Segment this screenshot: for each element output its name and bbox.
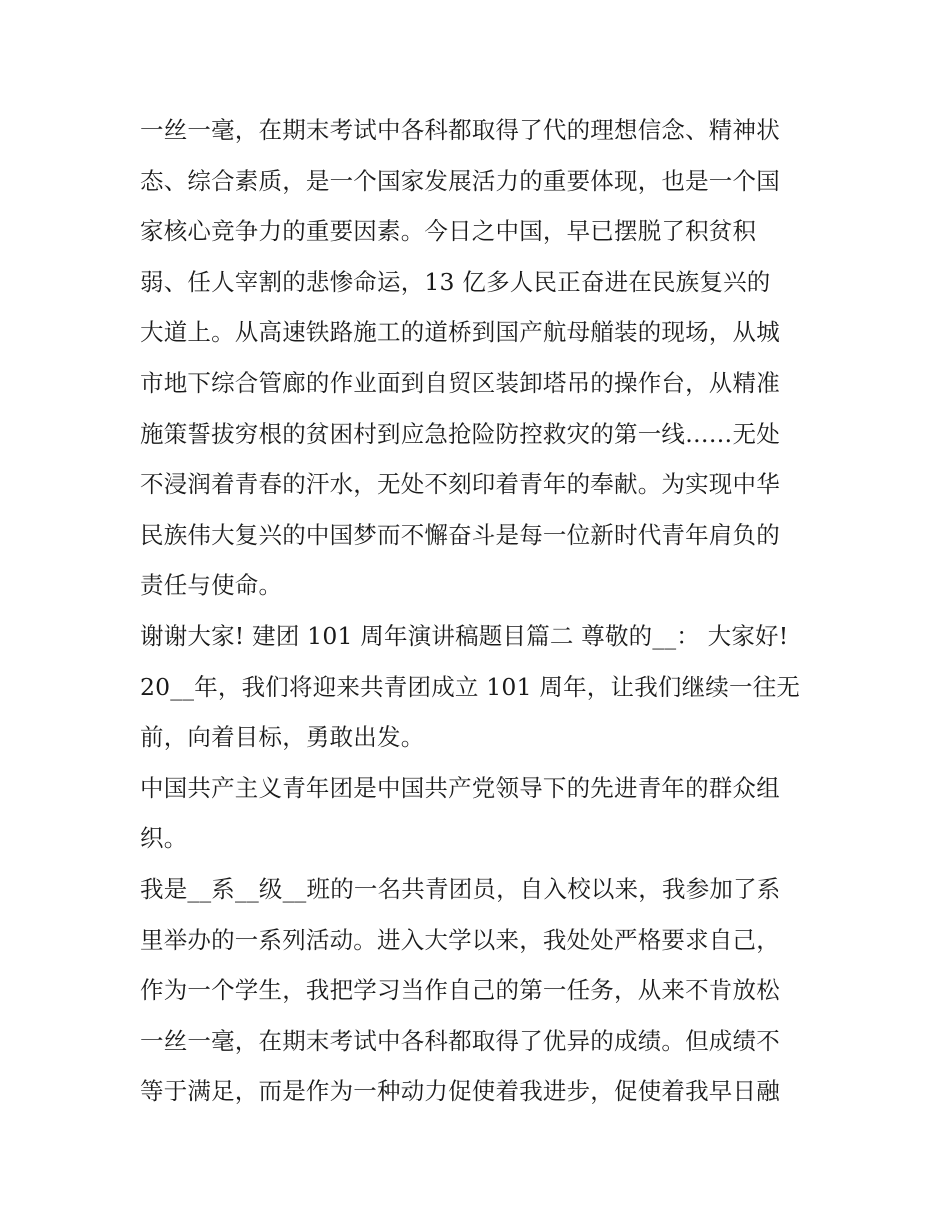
text-line: 一丝一毫，在期末考试中各科都取得了优异的成绩。但成绩不 bbox=[140, 1027, 780, 1055]
text-line: 我是__系__级__班的一名共青团员，自入校以来，我参加了系 bbox=[140, 875, 781, 903]
text-line: 前，向着目标，勇敢出发。 bbox=[140, 723, 425, 751]
text-line: 20__年，我们将迎来共青团成立 101 周年，让我们继续一往无 bbox=[140, 673, 801, 701]
text-line: 弱、任人宰割的悲惨命运，13 亿多人民正奋进在民族复兴的 bbox=[140, 268, 771, 296]
text-line: 里举办的一系列活动。进入大学以来，我处处严格要求自己， bbox=[140, 926, 780, 954]
text-line: 施策誓拔穷根的贫困村到应急抢险防控救灾的第一线……无处 bbox=[140, 420, 780, 448]
text-line: 态、综合素质，是一个国家发展活力的重要体现，也是一个国 bbox=[140, 167, 780, 195]
text-line: 织。 bbox=[140, 824, 188, 852]
text-line: 家核心竞争力的重要因素。今日之中国，早已摆脱了积贫积 bbox=[140, 217, 757, 245]
text-line: 等于满足，而是作为一种动力促使着我进步，促使着我早日融 bbox=[140, 1077, 780, 1105]
text-line: 责任与使命。 bbox=[140, 571, 283, 599]
text-line: 中国共产主义青年团是中国共产党领导下的先进青年的群众组 bbox=[140, 774, 780, 802]
text-line: 一丝一毫，在期末考试中各科都取得了代的理想信念、精神状 bbox=[140, 116, 780, 144]
text-line: 市地下综合管廊的作业面到自贸区装卸塔吊的操作台，从精准 bbox=[140, 369, 780, 397]
text-line: 大道上。从高速铁路施工的道桥到国产航母艏装的现场，从城 bbox=[140, 318, 780, 346]
text-line: 不浸润着青春的汗水，无处不刻印着青年的奉献。为实现中华 bbox=[140, 470, 780, 498]
text-line: 谢谢大家! 建团 101 周年演讲稿题目篇二 尊敬的__： 大家好! bbox=[140, 622, 789, 650]
text-line: 作为一个学生，我把学习当作自己的第一任务，从来不肯放松 bbox=[140, 976, 780, 1004]
text-line: 民族伟大复兴的中国梦而不懈奋斗是每一位新时代青年肩负的 bbox=[140, 521, 780, 549]
